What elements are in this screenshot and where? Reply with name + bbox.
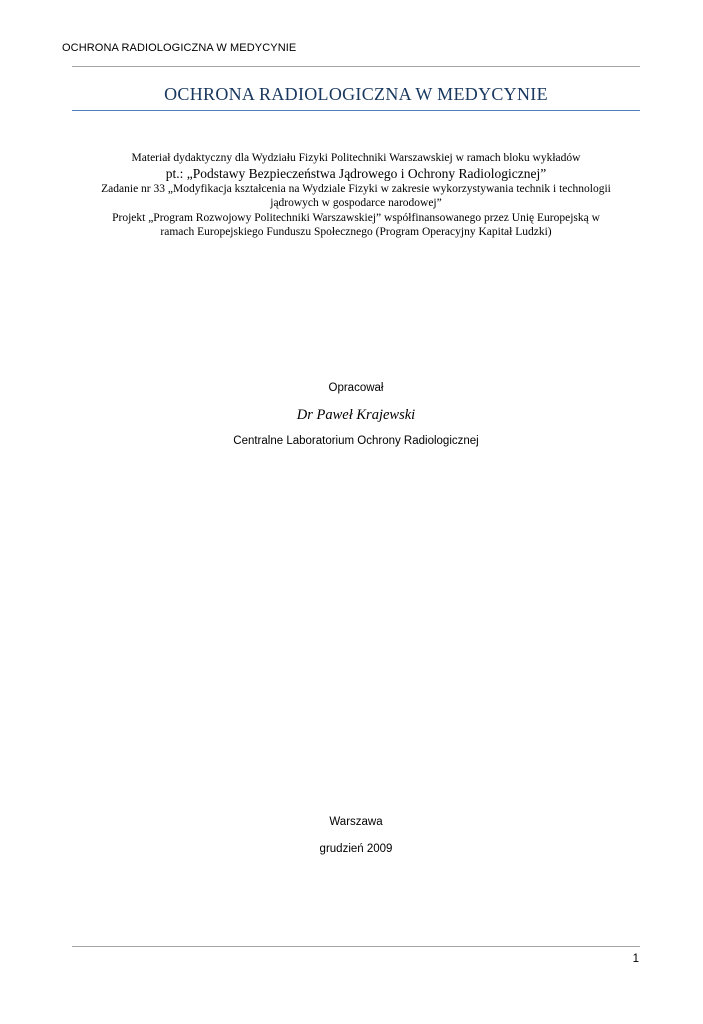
institution-name: Centralne Laboratorium Ochrony Radiologicznej (233, 435, 479, 447)
info-line: Materiał dydaktyczny dla Wydziału Fizyki Politechniki Warszawskiej w ramach bloku wykładów (131, 152, 581, 164)
document-title: OCHRONA RADIOLOGICZNA W MEDYCYNIE (164, 84, 548, 104)
date: grudzień 2009 (319, 843, 393, 855)
project-info-block (72, 151, 640, 240)
lecture-series-line: pt.: „Podstawy Bezpieczeństwa Jądrowego i Ochrony Radiologicznej” (165, 165, 547, 181)
prepared-by-label: Opracował (328, 382, 384, 394)
info-line: ramach Europejskiego Funduszu Społecznego (Program Operacyjny Kapitał Ludzki) (160, 226, 552, 238)
place: Warszawa (329, 816, 383, 828)
running-header: OCHRONA RADIOLOGICZNA W MEDYCYNIE (62, 42, 297, 54)
footer-divider (72, 946, 640, 947)
page-number: 1 (632, 953, 639, 965)
title-underline (72, 110, 640, 111)
info-line: Projekt „Program Rozwojowy Politechniki Warszawskiej” współfinansowanego przez Unię Europejską w (112, 211, 600, 224)
info-line: jądrowych w gospodarce narodowej” (270, 197, 442, 209)
author-name: Dr Paweł Krajewski (296, 407, 416, 423)
header-divider (72, 66, 640, 67)
author-block (72, 382, 640, 447)
info-line: Zadanie nr 33 „Modyfikacja kształcenia na Wydziale Fizyki w zakresie wykorzystywania technik i technologii (101, 182, 611, 195)
